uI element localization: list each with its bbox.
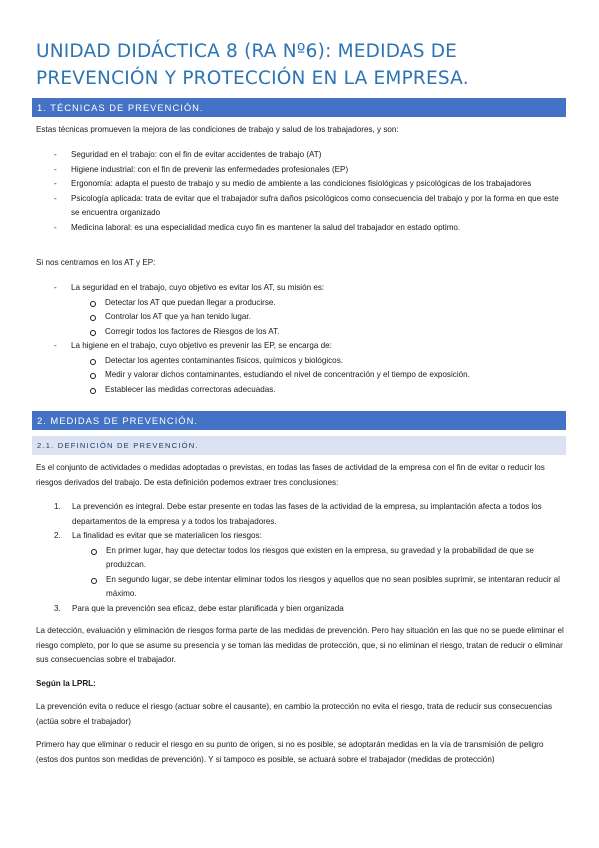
list-item: 1. La prevención es integral. Debe estar presente en todas las fases de la actividad de la empresa, su implantación afecta a todos los departamentos de la empresa y a todos los trabajadores. — [54, 502, 542, 526]
sub-list-item: Detectar los agentes contaminantes físicos, químicos y biológicos. — [36, 354, 564, 369]
sub-list-item: Medir y valorar dichos contaminantes, estudiando el nivel de concentración y el tiempo de exposición. — [36, 368, 564, 383]
focus-list — [36, 281, 564, 397]
list-item: - Psicología aplicada: trata de evitar que el trabajador sufra daños psicológicos como consecuencia del trabajo y por la forma en que este se encuentra organizado — [54, 193, 559, 217]
sub-list — [71, 354, 564, 398]
page-title: UNIDAD DIDÁCTICA 8 (RA Nº6): MEDIDAS DE PREVENCIÓN Y PROTECCIÓN EN LA EMPRESA. — [36, 41, 469, 89]
techniques-list — [36, 148, 564, 235]
sub-list — [71, 296, 564, 340]
list-item: - Medicina laboral: es una especialidad medica cuyo fin es mantener la salud del trabajador en estado optimo. — [54, 222, 461, 232]
bullet-circle-icon — [90, 373, 96, 379]
list-item: 3. Para que la prevención sea eficaz, debe estar planificada y bien organizada — [54, 603, 344, 613]
sub-list-item: Controlar los AT que ya han tenido lugar. — [36, 310, 564, 325]
prevention-vs-protection-paragraph: La prevención evita o reduce el riesgo (actuar sobre el causante), en cambio la protección no evita el riesgo, trata de reducir sus consecuencias (actúa sobre el trabajador) — [36, 702, 553, 726]
bullet-circle-icon — [90, 330, 96, 336]
list-item: - Seguridad en el trabajo: con el fin de evitar accidentes de trabajo (AT) — [54, 150, 322, 159]
section-1-intro: Estas técnicas promueven la mejora de las condiciones de trabajo y salud de los trabajadores, y son: — [36, 125, 399, 134]
sub-list-item: Detectar los AT que puedan llegar a producirse. — [36, 296, 564, 311]
section-2-heading: 2. MEDIDAS DE PREVENCIÓN. — [32, 411, 566, 430]
bullet-circle-icon — [90, 301, 96, 307]
bullet-circle-icon — [91, 578, 97, 584]
detection-paragraph: La detección, evaluación y eliminación de riesgos forma parte de las medidas de prevención. Pero hay situación en las que no se puede eliminar el riesgo completo, por lo que se asume su presencia y se toman las medidas de protección, que, si no eliminan el riesgo, tratan de reducir o eliminar sus consecuencias sobre el trabajador. — [36, 626, 564, 664]
sub-list-item: En primer lugar, hay que detectar todos los riesgos que existen en la empresa, su gravedad y la probabilidad de que se produzcan. — [72, 544, 564, 573]
focus-intro: Si nos centramos en los AT y EP: — [36, 258, 156, 267]
list-item: 2. La finalidad es evitar que se materialicen los riesgos: En primer lugar, hay que detectar todos los riesgos que existen en la empresa, su gravedad y la probabilidad de que se produzcan. En segundo lugar, se debe intentar eliminar todos los riesgos y aquellos que no sean posibles suprimir, se intentaran reducir al máximo. — [36, 529, 564, 602]
bullet-circle-icon — [90, 388, 96, 394]
section-2-1-heading: 2.1. DEFINICIÓN DE PREVENCIÓN. — [32, 436, 566, 455]
sub-list-item: Corregir todos los factores de Riesgos de los AT. — [36, 325, 564, 340]
list-item: - La higiene en el trabajo, cuyo objetivo es prevenir las EP, se encarga de: Detectar los agentes contaminantes físicos, químicos y biológicos. Medir y valorar dichos contaminantes, estudiando el nivel de concentración y el tiempo de exposición. Establecer las medidas correctoras adecuadas. — [36, 339, 564, 397]
list-item: - Ergonomía: adapta el puesto de trabajo y su medio de ambiente a las condiciones fisiológicas y psicológicas de los trabajadores — [54, 179, 532, 188]
list-item: - La seguridad en el trabajo, cuyo objetivo es evitar los AT, su misión es: Detectar los AT que puedan llegar a producirse. Controlar los AT que ya han tenido lugar. Corregir todos los factores de Riesgos de los AT. — [36, 281, 564, 339]
section-1-heading: 1. TÉCNICAS DE PREVENCIÓN. — [32, 98, 566, 117]
bullet-circle-icon — [90, 359, 96, 365]
conclusions-list — [36, 500, 564, 616]
list-item: - Higiene industrial: con el fin de prevenir las enfermedades profesionales (EP) — [54, 164, 349, 174]
sub-list — [72, 544, 564, 602]
bullet-circle-icon — [90, 315, 96, 321]
order-of-measures-paragraph: Primero hay que eliminar o reducir el riesgo en su punto de origen, si no es posible, se adoptarán medidas en la vía de transmisión de peligro (estos dos puntos son medidas de prevención). Y si tampoco es posible, se actuará sobre el trabajador (medidas de protección) — [36, 740, 544, 764]
sub-list-item: En segundo lugar, se debe intentar eliminar todos los riesgos y aquellos que no sean posibles suprimir, se intentaran reducir al máximo. — [72, 573, 564, 602]
lprl-label: Según la LPRL: — [36, 679, 96, 688]
definition-paragraph: Es el conjunto de actividades o medidas adoptadas o previstas, en todas las fases de actividad de la empresa con el fin de evitar o reducir los riesgos derivados del trabajo. De esta definición podemos extraer tres conclusiones: — [36, 463, 545, 487]
bullet-circle-icon — [91, 549, 97, 555]
sub-list-item: Establecer las medidas correctoras adecuadas. — [36, 383, 564, 398]
